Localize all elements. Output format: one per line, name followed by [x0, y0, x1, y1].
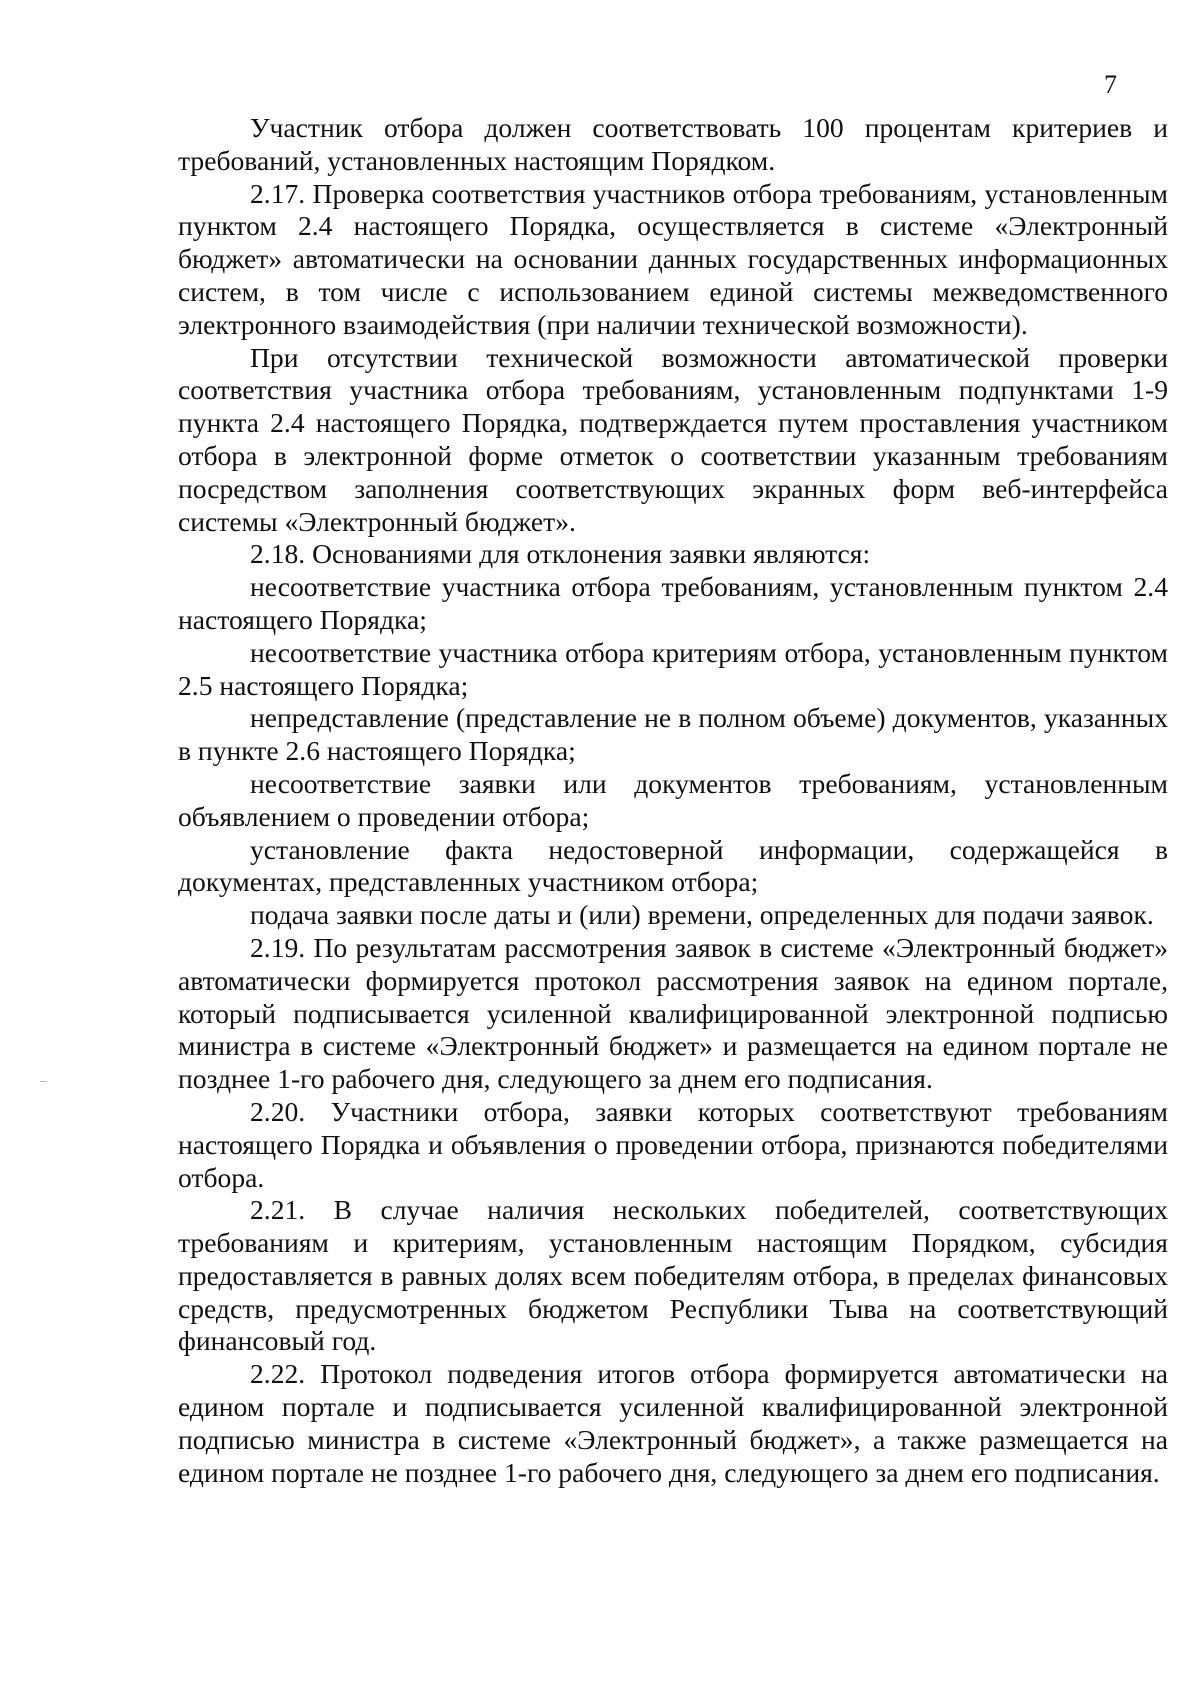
paragraph-2-22: 2.22. Протокол подведения итогов отбора формируется автоматически на едином портале и подписывается усиленной квалифицированной электронной подписью министра в системе «Электронный бюджет», а также размещается на едином портале не позднее 1-го рабочего дня, следующего за днем его подписания.	[178, 1358, 1168, 1488]
page-number: 7	[1104, 70, 1117, 99]
rejection-reason-6: подача заявки после даты и (или) времени, определенных для подачи заявок.	[250, 899, 1154, 931]
rejection-reason-1: несоответствие участника отбора требованиям, установленным пунктом 2.4 настоящего Порядка;	[178, 571, 1168, 635]
scan-artifact-mark	[40, 1081, 47, 1082]
paragraph-2-17: 2.17. Проверка соответствия участников отбора требованиям, установленным пунктом 2.4 настоящего Порядка, осуществляется в системе «Электронный бюджет» автоматически на основании данных государственных информационных систем, в том числе с использованием единой системы межведомственного электронного взаимодействия (при наличии технической возможности).	[178, 177, 1168, 340]
rejection-reason-2: несоответствие участника отбора критериям отбора, установленным пунктом 2.5 настоящего Порядка;	[178, 636, 1168, 701]
paragraph-eligibility: Участник отбора должен соответствовать 100 процентам критериев и требований, установленных настоящим Порядком.	[178, 112, 1168, 176]
paragraph-2-21: 2.21. В случае наличия нескольких победителей, соответствующих требованиям и критериям, установленным настоящим Порядком, субсидия предоставляется в равных долях всем победителям отбора, в пределах финансовых средств, предусмотренных бюджетом Республики Тыва на соответствующий финансовый год.	[178, 1194, 1168, 1357]
rejection-reason-5: установление факта недостоверной информации, содержащейся в документах, представленных участником отбора;	[178, 833, 1168, 898]
paragraph-2-18: 2.18. Основаниями для отклонения заявки являются:	[250, 538, 871, 570]
document-body	[178, 112, 1168, 1489]
paragraph-2-19: 2.19. По результатам рассмотрения заявок в системе «Электронный бюджет» автоматически формируется протокол рассмотрения заявок на едином портале, который подписывается усиленной квалифицированной электронной подписью министра в системе «Электронный бюджет» и размещается на едином портале не позднее 1-го рабочего дня, следующего за днем его подписания.	[178, 931, 1168, 1095]
rejection-reason-4: несоответствие заявки или документов требованиям, установленным объявлением о проведении отбора;	[178, 767, 1168, 832]
rejection-reason-3: непредставление (представление не в полном объеме) документов, указанных в пункте 2.6 настоящего Порядка;	[178, 702, 1168, 767]
paragraph-manual-check: При отсутствии технической возможности автоматической проверки соответствия участника отбора требованиям, установленным подпунктами 1-9 пункта 2.4 настоящего Порядка, подтверждается путем проставления участником отбора в электронной форме отметок о соответствии указанным требованиям посредством заполнения соответствующих экранных форм веб-интерфейса системы «Электронный бюджет».	[178, 341, 1168, 537]
paragraph-2-20: 2.20. Участники отбора, заявки которых соответствуют требованиям настоящего Порядка и объявления о проведении отбора, признаются победителями отбора.	[178, 1095, 1168, 1193]
